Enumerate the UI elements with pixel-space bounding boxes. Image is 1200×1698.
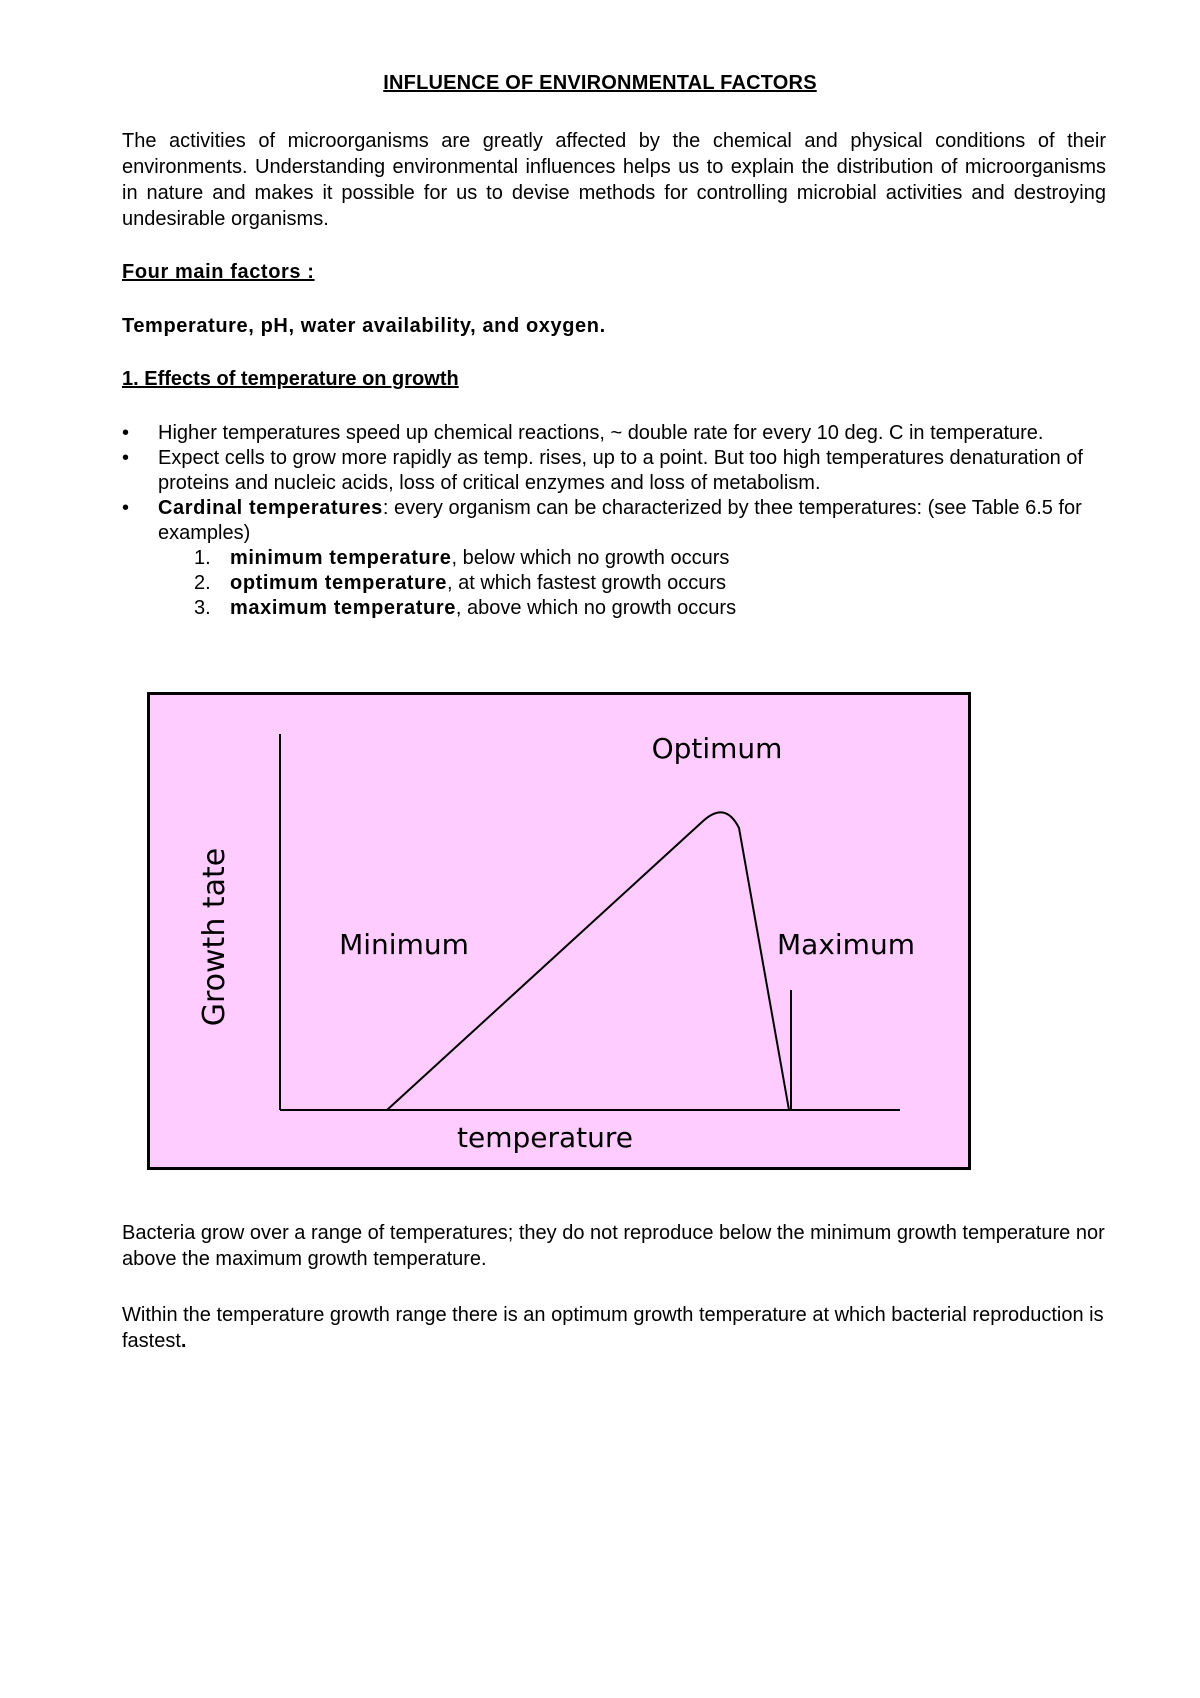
list-number: 1. (194, 547, 211, 569)
list-number: 3. (194, 597, 211, 619)
list-term: maximum temperature (230, 597, 456, 619)
list-term: optimum temperature (230, 572, 447, 594)
bullet-item (122, 421, 1112, 446)
optimum-paragraph-text: Within the temperature growth range there is an optimum growth temperature at which bacterial reproduction is fastest (122, 1304, 1104, 1352)
x-axis-label: temperature (457, 1121, 633, 1154)
list-item (158, 571, 1112, 596)
temperature-range-paragraph: Bacteria grow over a range of temperatures; they do not reproduce below the minimum growth temperature nor above the maximum growth temperature. (122, 1222, 1105, 1270)
maximum-label: Maximum (777, 928, 915, 961)
document-title: INFLUENCE OF ENVIRONMENTAL FACTORS (383, 72, 817, 94)
bullet-text: Higher temperatures speed up chemical reactions, ~ double rate for every 10 deg. C in temperature. (158, 422, 1044, 444)
y-axis-label: Growth tate (197, 847, 232, 1027)
section-heading-temperature: 1. Effects of temperature on growth (122, 368, 459, 390)
bullet-marker: • (122, 422, 130, 444)
list-item (158, 546, 1112, 571)
bullet-text: Expect cells to grow more rapidly as temp. rises, up to a point. But too high temperatures denaturation of proteins and nucleic acids, loss of critical enzymes and loss of metabolism. (158, 447, 1083, 494)
bullet-text: : every organism can be characterized by thee temperatures: (see Table 6.5 for examples) (158, 497, 1082, 544)
factors-list-line: Temperature, pH, water availability, and oxygen. (122, 315, 606, 337)
bullet-marker: • (122, 497, 130, 519)
optimum-paragraph (122, 1302, 1106, 1354)
list-term: minimum temperature (230, 547, 452, 569)
bullet-bold-term: Cardinal temperatures (158, 497, 383, 519)
optimum-paragraph-period: . (180, 1330, 187, 1352)
list-text: , above which no growth occurs (455, 597, 737, 619)
cardinal-temperature-list (158, 546, 1112, 621)
growth-rate-diagram (147, 692, 971, 1170)
bullet-item (122, 446, 1112, 496)
four-factors-heading: Four main factors : (122, 261, 315, 283)
temperature-bullet-list (122, 421, 1112, 621)
list-text: , below which no growth occurs (451, 547, 730, 569)
bullet-marker: • (122, 447, 130, 469)
intro-paragraph: The activities of microorganisms are greatly affected by the chemical and physical conditions of their environments. Understanding environmental influences helps us to explain the distribution of microorganisms in nature and makes it possible for us to devise methods for controlling microbial activities and destroying undesirable organisms. (122, 130, 1106, 230)
optimum-label: Optimum (651, 732, 783, 765)
list-text: , at which fastest growth occurs (447, 572, 727, 594)
bullet-item (122, 496, 1112, 621)
list-number: 2. (194, 572, 211, 594)
list-item (158, 596, 1112, 621)
minimum-label: Minimum (339, 928, 469, 961)
